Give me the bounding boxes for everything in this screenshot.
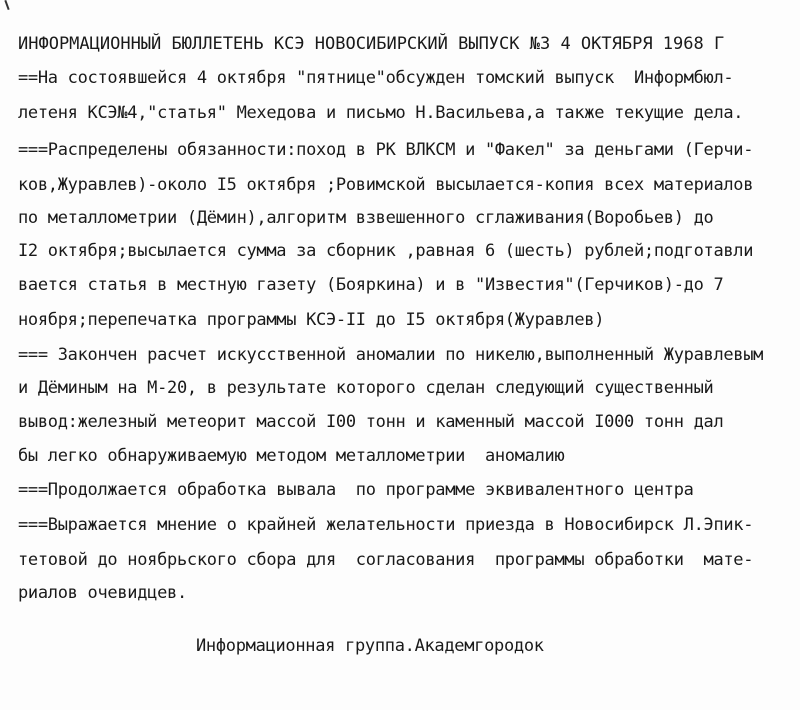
body-line: ===Продолжается обработка вывала по программе эквивалентного центра — [18, 480, 694, 500]
margin-mark — [4, 0, 9, 10]
body-line: I2 октября;высылается сумма за сборник ,равная 6 (шесть) рублей;подготавли — [18, 241, 754, 261]
body-line: ков,Журавлев)-около I5 октября ;Ровимской высылается-копия всех материалов — [18, 175, 754, 195]
body-line: риалов очевидцев. — [18, 583, 187, 603]
body-line: бы легко обнаруживаемую методом металлометрии аномалию — [18, 446, 565, 466]
body-line: ноября;перепечатка программы КСЭ-II до I5 октября(Журавлев) — [18, 310, 605, 330]
body-line: вается статья в местную газету (Бояркина) и в "Известия"(Герчиков)-до 7 — [18, 275, 724, 295]
body-line: тетовой до ноябрьского сбора для согласования программы обработки мате- — [18, 550, 754, 570]
body-line: === Закончен расчет искусственной аномалии по никелю,выполненный Журавлевым — [18, 345, 764, 365]
body-line: ==На состоявшейся 4 октября "пятнице"обсужден томский выпуск Информбюл- — [18, 68, 734, 88]
body-line: вывод:железный метеорит массой I00 тонн и каменный массой I000 тонн дал — [18, 412, 724, 432]
body-line: ===Выражается мнение о крайней желательности приезда в Новосибирск Л.Эпик- — [18, 515, 754, 535]
bulletin-title: ИНФОРМАЦИОННЫЙ БЮЛЛЕТЕНЬ КСЭ НОВОСИБИРСКИЙ ВЫПУСК №3 4 ОКТЯБРЯ 1968 Г — [18, 34, 725, 54]
body-line: ===Распределены обязанности:поход в РК ВЛКСМ и "Факел" за деньгами (Герчи- — [18, 140, 754, 160]
body-line: и Дёминым на М-20, в результате которого сделан следующий существенный — [18, 378, 714, 398]
body-line: летеня КСЭ№4,"статья" Мехедова и письмо Н.Васильева,а также текущие дела. — [18, 103, 744, 123]
signature-line: Информационная группа.Академгородок — [196, 636, 544, 656]
body-line: по металлометрии (Дёмин),алгоритм взвешенного сглаживания(Воробьев) до — [18, 208, 714, 228]
